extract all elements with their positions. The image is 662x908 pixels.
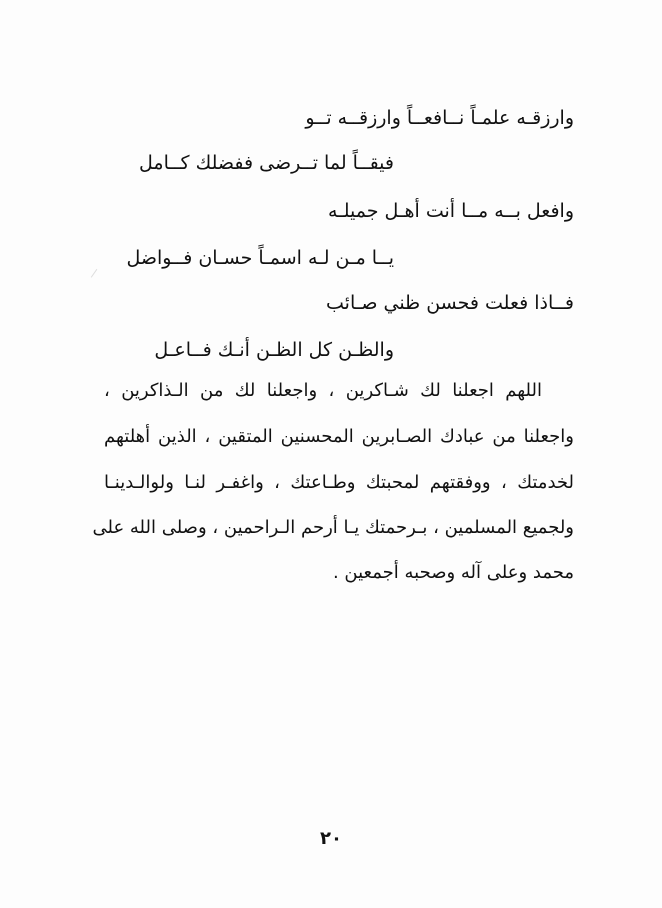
- scan-mark: [91, 269, 102, 281]
- poem-line-1: وارزقـه علمـاً نــافعــاً وارزقــه تــو: [305, 107, 574, 129]
- prose-line-3: لخدمتك ، ووفقتهم لمحبتك وطـاعتك ، واغفـر لنـا ولوالـدينـا: [104, 472, 574, 493]
- page-number: ٢٠: [320, 828, 342, 849]
- prose-line-2: واجعلنا من عبادك الصـابرين المحسنين المتقين ، الذين أهلتهم: [104, 426, 574, 447]
- poem-line-5: فــاذا فعلت فحسن ظني صـائب: [326, 292, 574, 314]
- poem-line-3: وافعل بــه مــا أنت أهـل جميلـه: [328, 200, 574, 222]
- prose-line-4: ولجميع المسلمين ، بـرحمتك يـا أرحم الـراحمين ، وصلى الله على: [92, 517, 574, 538]
- poem-line-6: والظـن كل الظـن أنـك فــاعـل: [154, 339, 394, 361]
- poem-line-4: يــا مـن لـه اسمـاً حسـان فــواضل: [126, 247, 394, 269]
- prose-line-5: محمد وعلى آله وصحبه أجمعين .: [332, 562, 574, 583]
- prose-line-1: اللهم اجعلنا لك شـاكرين ، واجعلنا لك من الـذاكرين ،: [104, 380, 542, 401]
- poem-line-2: فيقــاً لما تــرضى ففضلك كــامل: [139, 152, 394, 174]
